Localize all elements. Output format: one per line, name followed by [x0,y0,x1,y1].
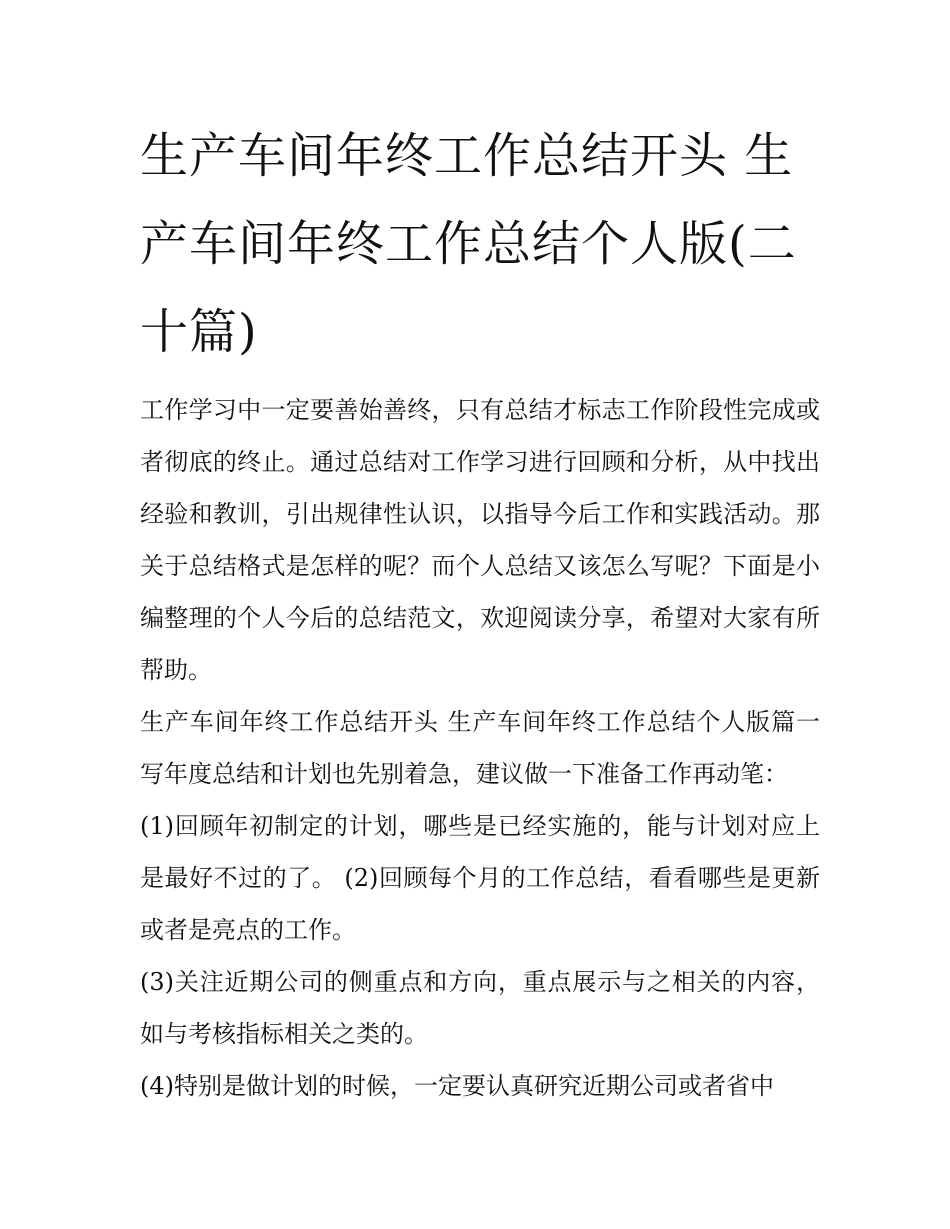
document-page [140,112,820,1112]
intro-paragraph: 工作学习中一定要善始善终，只有总结才标志工作阶段性完成或者彻底的终止。通过总结对工作学习进行回顾和分析，从中找出经验和教训，引出规律性认识，以指导今后工作和实践活动。那关于总结格式是怎样的呢？而个人总结又该怎么写呢？下面是小编整理的个人今后的总结范文，欢迎阅读分享，希望对大家有所帮助。 [140,396,820,684]
list-item-4: (4)特别是做计划的时候，一定要认真研究近期公司或者省中 [140,1072,774,1100]
list-item-3: (3)关注近期公司的侧重点和方向，重点展示与之相关的内容，如与考核指标相关之类的。 [140,968,820,1048]
list-item-1-2: (1)回顾年初制定的计划，哪些是已经实施的，能与计划对应上是最好不过的了。 (2)回顾每个月的工作总结，看看哪些是更新或者是亮点的工作。 [140,812,820,944]
document-title: 生产车间年终工作总结开头 生产车间年终工作总结个人版(二十篇) [140,128,797,360]
section-one-paragraph: 生产车间年终工作总结开头 生产车间年终工作总结个人版篇一 写年度总结和计划也先别着急，建议做一下准备工作再动笔： [140,708,820,788]
